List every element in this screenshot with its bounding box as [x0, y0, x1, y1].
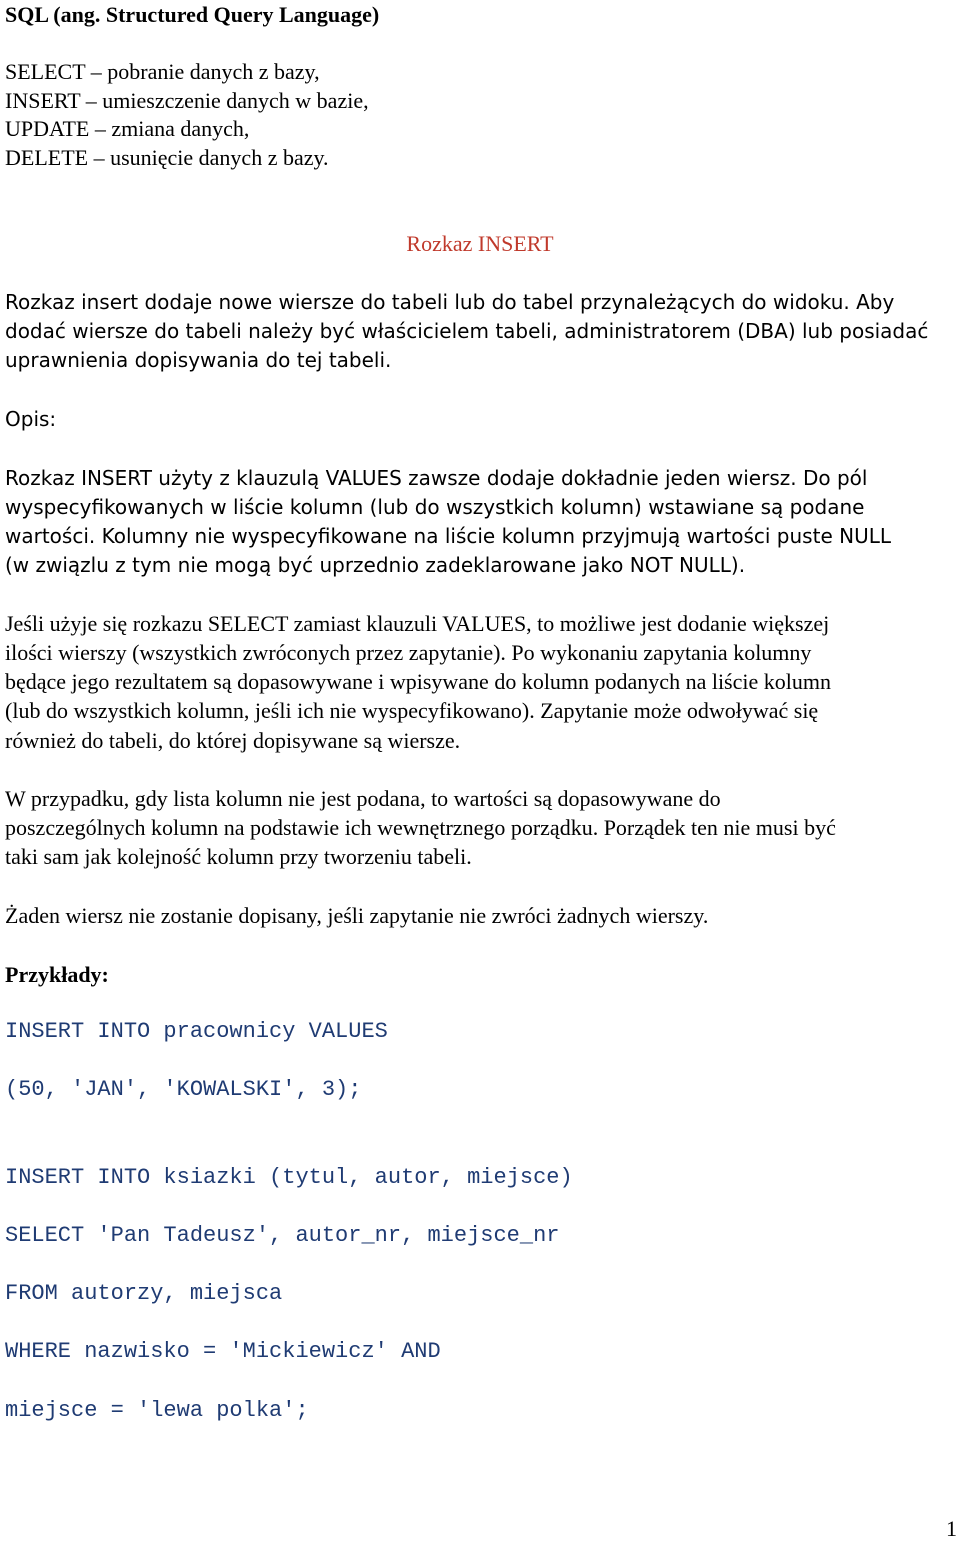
command-insert: INSERT – umieszczenie danych w bazie,: [5, 88, 369, 113]
para1-line-4: (w związlu z tym nie mogą być uprzednio zadeklarowane jako NOT NULL).: [5, 553, 746, 577]
para2-line-5: również do tabeli, do której dopisywane są wiersze.: [5, 728, 461, 753]
example2-line-2: SELECT 'Pan Tadeusz', autor_nr, miejsce_nr: [5, 1223, 560, 1248]
opis-label: Opis:: [5, 407, 57, 431]
para2-line-3: będące jego rezultatem są dopasowywane i wpisywane do kolumn podanych na liście kolumn: [5, 669, 831, 694]
example2-line-1: INSERT INTO ksiazki (tytul, autor, miejsce): [5, 1165, 573, 1190]
examples-label: Przykłady:: [5, 962, 109, 987]
para1-line-2: wyspecyfikowanych w liście kolumn (lub do wszystkich kolumn) wstawiane są podane: [5, 495, 865, 519]
para1-line-1: Rozkaz INSERT użyty z klauzulą VALUES zawsze dodaje dokładnie jeden wiersz. Do pól: [5, 466, 868, 490]
command-select: SELECT – pobranie danych z bazy,: [5, 59, 320, 84]
example1-line-2: (50, 'JAN', 'KOWALSKI', 3);: [5, 1077, 362, 1102]
command-update: UPDATE – zmiana danych,: [5, 116, 250, 141]
intro-line-3: uprawnienia dopisywania do tej tabeli.: [5, 348, 392, 372]
para3-line-3: taki sam jak kolejność kolumn przy tworzeniu tabeli.: [5, 844, 472, 869]
para2-line-4: (lub do wszystkich kolumn, jeśli ich nie wyspecyfikowano). Zapytanie może odwoływać się: [5, 698, 819, 723]
intro-line-1: Rozkaz insert dodaje nowe wiersze do tabeli lub do tabel przynależących do widoku. Aby: [5, 290, 895, 314]
para4: Żaden wiersz nie zostanie dopisany, jeśli zapytanie nie zwróci żadnych wierszy.: [5, 903, 709, 928]
command-delete: DELETE – usunięcie danych z bazy.: [5, 145, 329, 170]
page-number: 1: [946, 1516, 957, 1541]
document-title: SQL (ang. Structured Query Language): [5, 2, 380, 27]
para3-line-2: poszczególnych kolumn na podstawie ich wewnętrznego porządku. Porządek ten nie musi być: [5, 815, 836, 840]
intro-line-2: dodać wiersze do tabeli należy być właścicielem tabeli, administratorem (DBA) lub posiadać: [5, 319, 929, 343]
example2-line-3: FROM autorzy, miejsca: [5, 1281, 283, 1306]
para2-line-2: ilości wierszy (wszystkich zwróconych przez zapytanie). Po wykonaniu zapytania kolumny: [5, 640, 812, 665]
example2-line-4: WHERE nazwisko = 'Mickiewicz' AND: [5, 1339, 441, 1364]
section-title-text: Rozkaz INSERT: [406, 231, 554, 256]
para1-line-3: wartości. Kolumny nie wyspecyfikowane na liście kolumn przyjmują wartości puste NULL: [5, 524, 891, 548]
section-title: [0, 229, 960, 258]
example2-line-5: miejsce = 'lewa polka';: [5, 1398, 309, 1423]
para3-line-1: W przypadku, gdy lista kolumn nie jest podana, to wartości są dopasowywane do: [5, 786, 721, 811]
example1-line-1: INSERT INTO pracownicy VALUES: [5, 1019, 388, 1044]
para2-line-1: Jeśli użyje się rozkazu SELECT zamiast klauzuli VALUES, to możliwe jest dodanie większej: [5, 611, 830, 636]
